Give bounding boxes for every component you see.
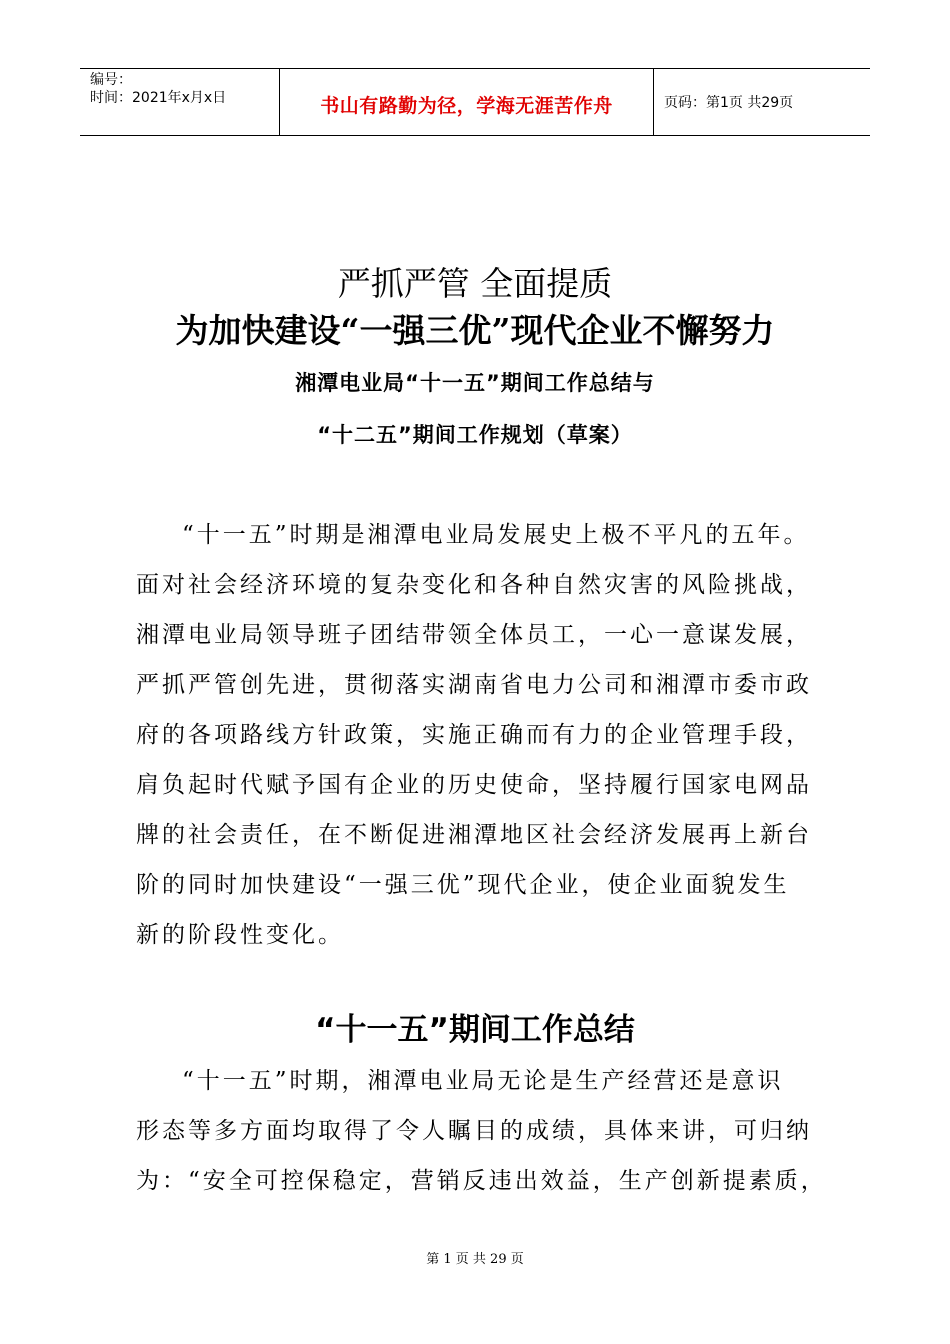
intro-line: 新的阶段性变化。	[136, 922, 344, 948]
section-paragraph	[136, 1056, 827, 1206]
intro-paragraph	[136, 510, 824, 960]
section-line: 形态等多方面均取得了令人瞩目的成绩，具体来讲，可归纳	[136, 1118, 812, 1144]
page-footer: 第 1 页 共 29 页	[426, 1252, 524, 1267]
header-page-info-cell	[654, 69, 870, 135]
intro-line: 面对社会经济环境的复杂变化和各种自然灾害的风险挑战，	[136, 572, 812, 598]
section-heading: “十一五”期间工作总结	[315, 1012, 635, 1048]
subtitle-line-2: “十二五”期间工作规划（草案）	[317, 423, 633, 447]
section-line: “十一五”时期，湘潭电业局无论是生产经营还是意识	[182, 1068, 784, 1094]
intro-line: 牌的社会责任，在不断促进湘潭地区社会经济发展再上新台	[136, 822, 812, 848]
intro-line: 严抓严管创先进，贯彻落实湖南省电力公司和湘潭市委市政	[136, 672, 812, 698]
page-header	[80, 68, 870, 136]
header-page-info: 页码：第1页 共29页	[664, 95, 794, 111]
intro-line: 阶的同时加快建设“一强三优”现代企业，使企业面貌发生	[136, 872, 790, 898]
intro-line: “十一五”时期是湘潭电业局发展史上极不平凡的五年。	[182, 522, 810, 548]
header-motto: 书山有路勤为径，学海无涯苦作舟	[320, 94, 613, 117]
intro-line: 府的各项路线方针政策，实施正确而有力的企业管理手段，	[136, 722, 812, 748]
intro-line: 湘潭电业局领导班子团结带领全体员工，一心一意谋发展，	[136, 622, 812, 648]
document-time: 时间：2021年x月x日	[90, 90, 227, 106]
header-meta	[80, 69, 280, 135]
section-line: 为：“安全可控保稳定，营销反违出效益，生产创新提素质，	[136, 1168, 827, 1194]
subtitle-line-1: 湘潭电业局“十一五”期间工作总结与	[295, 371, 655, 395]
intro-line: 肩负起时代赋予国有企业的历史使命，坚持履行国家电网品	[136, 772, 812, 798]
document-number: 编号：	[90, 72, 132, 88]
title-line-2: 为加快建设“一强三优”现代企业不懈努力	[175, 311, 775, 350]
header-motto-cell	[280, 69, 654, 135]
title-line-1: 严抓严管 全面提质	[337, 264, 613, 303]
